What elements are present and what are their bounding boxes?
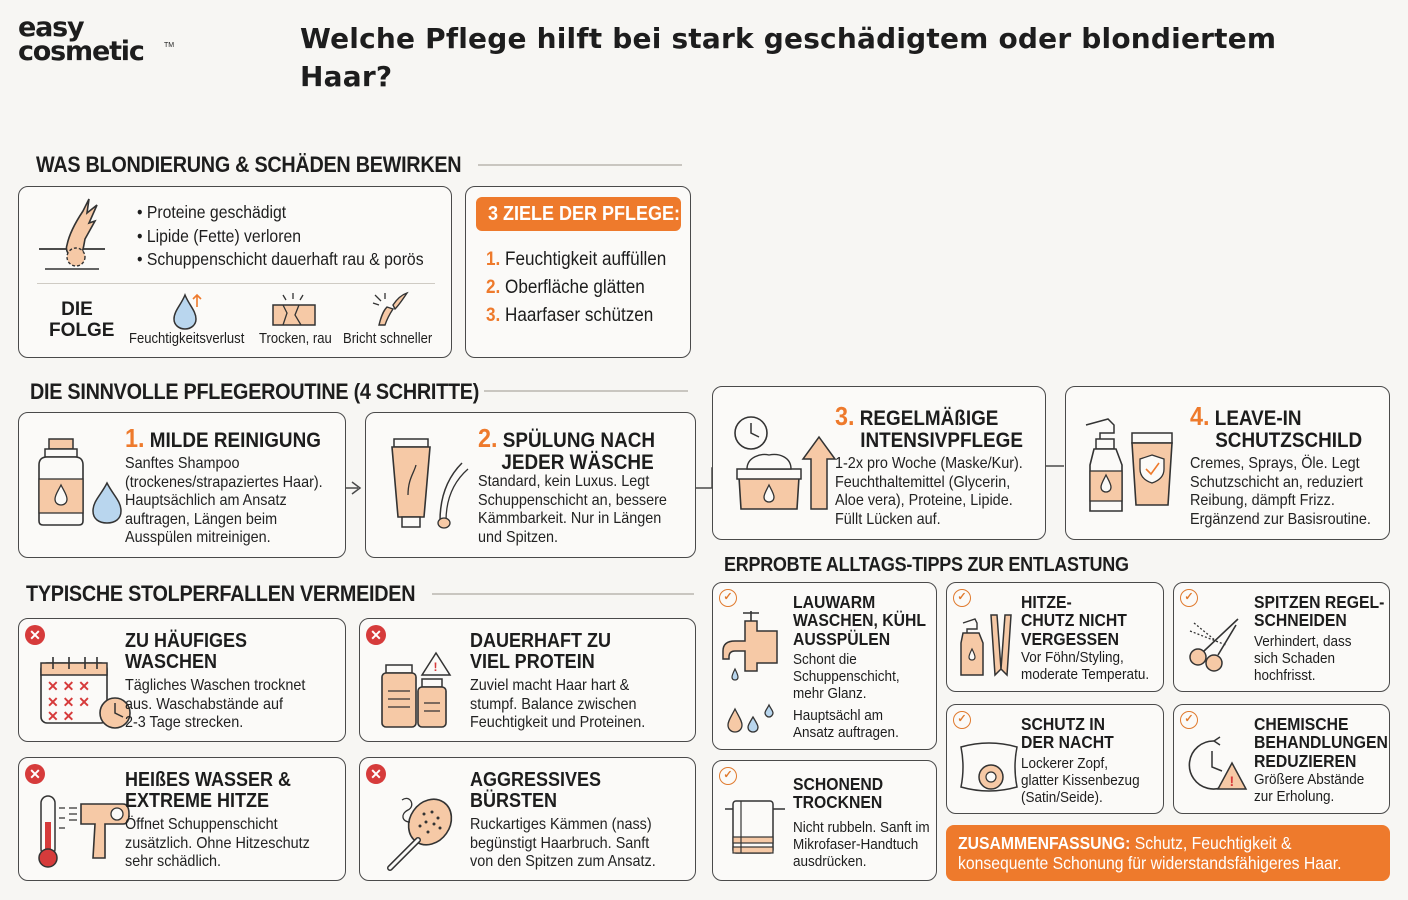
consequence-label-line-2: FOLGE	[49, 320, 115, 341]
shampoo-bottle-icon	[35, 435, 127, 527]
tip-line: Vor Föhn/Styling,	[1021, 649, 1124, 666]
pitfall-title	[125, 631, 247, 673]
pitfall-description	[125, 816, 310, 872]
step-line: Kämmbarkeit. Nur in Längen	[478, 510, 662, 527]
tip-title-line: VERGESSEN	[1021, 628, 1120, 649]
tip-line: Nicht rubbeln. Sanft im	[793, 819, 930, 836]
step-line: Aloe vera), Proteine, Lipide.	[835, 492, 1013, 509]
pitfall-title-line: EXTREME HITZE	[125, 790, 270, 812]
tip-line: moderate Temperatu.	[1021, 666, 1150, 683]
step-title-text: SCHUTZSCHILD	[1215, 429, 1363, 453]
tip-title-line: LAUWARM	[793, 592, 876, 612]
goal-number: 3.	[486, 305, 501, 326]
tip-title-line: CHEMISCHE	[1254, 714, 1349, 734]
tip-line: Verhindert, dass	[1254, 633, 1352, 650]
step-number: 1.	[125, 423, 145, 453]
tip-title-line: SCHNEIDEN	[1254, 610, 1347, 631]
tip-title	[1021, 593, 1127, 648]
effect-label: Bricht schneller	[343, 331, 433, 347]
protein-bottles-icon	[380, 651, 452, 731]
step-title-text: SPÜLUNG NACH	[502, 429, 656, 452]
step-line: Cremes, Sprays, Öle. Legt	[1190, 455, 1360, 472]
summary-text-line-1: Schutz, Feuchtigkeit &	[1130, 833, 1292, 853]
tip-title-line: REDUZIEREN	[1254, 750, 1357, 771]
step-description	[835, 455, 1023, 529]
tip-title-line: CHUTZ NICHT	[1021, 610, 1127, 631]
goal-number: 1.	[486, 249, 501, 270]
pitfalls-heading: TYPISCHE STOLPERFALLEN VERMEIDEN	[26, 581, 416, 606]
tip-line: Schont die	[793, 651, 857, 668]
step-line: (trockenes/strapaziertes Haar).	[125, 473, 323, 491]
routine-heading: DIE SINNVOLLE PFLEGEROUTINE (4 SCHRITTE)	[30, 379, 480, 404]
pitfall-line: begünstigt Haarbruch. Sanft	[470, 834, 650, 852]
tip-card	[1173, 704, 1390, 814]
pitfall-title-line: WASCHEN	[125, 651, 218, 673]
pitfall-title-line: HEIßES WASSER &	[125, 769, 292, 791]
tip-line: glatter Kissenbezug	[1021, 772, 1140, 789]
step-line: Hauptsächlich am Ansatz	[125, 492, 287, 509]
tip-title	[1021, 715, 1114, 752]
check-icon: ✓	[1180, 711, 1198, 729]
step-title	[1190, 403, 1362, 452]
check-icon: ✓	[1180, 589, 1198, 607]
pitfall-title-line: DAUERHAFT ZU	[470, 630, 611, 652]
conditioner-tube-icon	[384, 435, 474, 535]
pitfall-card	[359, 757, 696, 881]
check-icon: ✓	[719, 767, 737, 785]
pitfall-title	[470, 631, 611, 673]
step-line: und Spitzen.	[478, 528, 559, 546]
svg-text:✕ ✕ ✕: ✕ ✕ ✕	[47, 678, 90, 694]
hair-dryer-icon	[33, 788, 133, 870]
pitfall-description	[125, 677, 305, 733]
pitfall-title-line: ZU HÄUFIGES	[125, 630, 248, 652]
goal-text: Haarfaser schützen	[505, 305, 654, 326]
towel-icon	[723, 797, 789, 857]
step-title-text: LEAVE-IN	[1214, 407, 1302, 430]
step-line: Reibung, dämpft Frizz.	[1190, 492, 1335, 509]
tip-title-line: SCHONEND	[793, 774, 884, 794]
effect-label: Feuchtigkeitsverlust	[129, 331, 245, 347]
summary-text-line-2: konsequente Schonung für widerstandsfähigeres Haar.	[958, 853, 1342, 873]
goals-heading: 3 ZIELE DER PFLEGE:	[488, 203, 681, 225]
error-icon: ✕	[366, 625, 386, 645]
step-line: 1-2x pro Woche (Maske/Kur).	[835, 455, 1023, 472]
tip-description	[1254, 771, 1364, 805]
pitfall-line: Feuchtigkeit und Proteinen.	[470, 714, 646, 731]
step-line: Ergänzend zur Basisroutine.	[1190, 510, 1371, 528]
goal-text: Oberfläche glätten	[505, 277, 645, 298]
tip-title	[1254, 593, 1384, 630]
check-icon: ✓	[953, 589, 971, 607]
step-title	[125, 425, 321, 452]
routine-step-2	[365, 412, 696, 558]
step-title	[835, 403, 1023, 452]
routine-step-3	[712, 386, 1046, 540]
tip-line: Größere Abstände	[1254, 771, 1365, 788]
pitfall-line: Öffnet Schuppenschicht	[125, 816, 278, 833]
effect-label: Trocken, rau	[259, 331, 332, 347]
tip-line: (Satin/Seide).	[1021, 789, 1103, 806]
step-number: 4.	[1190, 401, 1210, 431]
brush-icon	[382, 792, 462, 872]
pitfall-line: von den Spitzen zum Ansatz.	[470, 853, 656, 870]
tip-title-line: DER NACHT	[1021, 732, 1114, 753]
tip-title-line: TROCKNEN	[793, 792, 883, 813]
step-title	[478, 425, 655, 474]
pitfall-title	[125, 770, 291, 812]
pitfall-description	[470, 816, 656, 872]
tip-description	[793, 651, 900, 702]
tip-title	[1254, 715, 1388, 770]
spray-bottle-icon	[1082, 411, 1182, 515]
tip-title-line: WASCHEN, KÜHL	[793, 610, 927, 631]
tip-extra	[793, 707, 899, 741]
calendar-icon	[39, 655, 133, 731]
pitfall-title-line: BÜRSTEN	[470, 790, 558, 812]
step-line: Standard, kein Luxus. Legt	[478, 473, 650, 490]
pitfall-card	[18, 757, 346, 881]
tip-line: Schuppenschicht,	[793, 668, 900, 685]
mask-jar-icon	[733, 413, 843, 513]
svg-text:!: !	[433, 660, 438, 674]
tip-description	[1254, 633, 1352, 684]
pitfall-line: stumpf. Balance zwischen	[470, 695, 637, 713]
step-description	[125, 455, 323, 548]
tip-title	[793, 593, 926, 648]
tip-line: Mikrofaser-Handtuch	[793, 836, 919, 853]
page-title-line-2: Haar?	[300, 60, 393, 93]
clock-warning-icon	[1184, 735, 1248, 795]
pitfall-line: Ruckartiges Kämmen (nass)	[470, 816, 652, 833]
tip-line: hochfrisst.	[1254, 667, 1316, 684]
step-title-text: MILDE REINIGUNG	[149, 429, 321, 452]
pitfall-description	[470, 677, 645, 733]
faucet-icon	[721, 607, 785, 743]
check-icon: ✓	[719, 589, 737, 607]
error-icon: ✕	[25, 764, 45, 784]
goal-number: 2.	[486, 277, 501, 298]
step-description	[478, 473, 667, 547]
tip-title	[793, 775, 883, 812]
brand-tm: TM	[164, 42, 175, 49]
pillow-icon	[957, 737, 1021, 797]
damage-bullet: • Proteine geschädigt	[137, 202, 287, 222]
step-line: Feuchthaltemittel (Glycerin,	[835, 473, 1011, 491]
tip-description	[1021, 649, 1149, 683]
tip-card	[946, 582, 1164, 692]
pitfall-title-line: VIEL PROTEIN	[470, 651, 595, 673]
tips-heading: ERPROBTE ALLTAGS-TIPPS ZUR ENTLASTUNG	[724, 554, 1129, 576]
step-line: auftragen, Längen beim	[125, 510, 278, 528]
svg-text:!: !	[1229, 773, 1235, 789]
step-number: 3.	[835, 401, 855, 431]
svg-text:✕ ✕ ✕: ✕ ✕ ✕	[47, 694, 90, 710]
step-number: 2.	[478, 423, 498, 453]
damage-bullet: • Lipide (Fette) verloren	[137, 225, 301, 246]
tip-title-line: AUSSPÜLEN	[793, 628, 891, 649]
tip-line: ausdrücken.	[793, 853, 867, 870]
check-icon: ✓	[953, 711, 971, 729]
brand-line-1: easy	[18, 12, 84, 43]
tip-card	[946, 704, 1164, 814]
tip-description	[793, 819, 930, 870]
pitfalls-heading-rule	[432, 593, 694, 595]
pitfall-title	[470, 770, 601, 812]
scissors-icon	[1186, 611, 1246, 671]
pitfall-card	[18, 618, 346, 742]
svg-text:✕ ✕: ✕ ✕	[47, 708, 75, 724]
step-title-text: JEDER WÄSCHE	[501, 451, 654, 475]
tip-line: mehr Glanz.	[793, 685, 867, 702]
tip-title-line: HITZE-	[1021, 592, 1072, 612]
pitfall-line: sehr schädlich.	[125, 853, 222, 870]
step-line: Ausspülen mitreinigen.	[125, 529, 271, 546]
tip-title-line: SCHUTZ IN	[1021, 714, 1105, 734]
straightener-icon	[957, 609, 1017, 679]
step-title-text: REGELMÄßIGE	[859, 407, 999, 430]
brand-line-2: cosmetic	[18, 36, 144, 67]
step-title-text: INTENSIVPFLEGE	[860, 429, 1023, 453]
goal-text: Feuchtigkeit auffüllen	[505, 249, 667, 270]
pitfall-line: aus. Waschabstände auf	[125, 695, 283, 713]
tip-line: sich Schaden	[1254, 650, 1336, 667]
error-icon: ✕	[366, 764, 386, 784]
tip-line: Ansatz auftragen.	[793, 724, 899, 741]
error-icon: ✕	[25, 625, 45, 645]
pitfall-line: zusätzlich. Ohne Hitzeschutz	[125, 834, 310, 852]
pitfall-line: Tägliches Waschen trocknet	[125, 677, 306, 694]
step-line: Schuppenschicht an, bessere	[478, 491, 667, 509]
step-line: Füllt Lücken auf.	[835, 510, 941, 528]
tip-card	[712, 760, 937, 881]
tip-description	[1021, 755, 1140, 806]
summary-text	[958, 833, 1342, 873]
damage-bullet: • Schuppenschicht dauerhaft rau & porös	[137, 249, 424, 269]
routine-step-1	[18, 412, 346, 558]
tip-title-line: SPITZEN REGEL-	[1254, 592, 1385, 612]
pitfall-card	[359, 618, 696, 742]
damage-heading: WAS BLONDIERUNG & SCHÄDEN BEWIRKEN	[36, 152, 462, 177]
pitfall-line: 2-3 Tage strecken.	[125, 714, 244, 731]
page-title-line-1: Welche Pflege hilft bei stark geschädigtem oder blondiertem	[300, 22, 1277, 55]
summary-banner	[946, 825, 1390, 881]
routine-step-4	[1065, 386, 1390, 540]
step-line: Schutzschicht an, reduziert	[1190, 473, 1363, 491]
summary-label: ZUSAMMENFASSUNG:	[958, 833, 1131, 853]
step-line: Sanftes Shampoo	[125, 455, 240, 472]
step-description	[1190, 455, 1371, 529]
pitfall-title-line: AGGRESSIVES	[470, 769, 602, 791]
consequence-label-line-1: DIE	[61, 299, 93, 320]
pitfall-line: Zuviel macht Haar hart &	[470, 677, 630, 694]
tip-line: zur Erholung.	[1254, 788, 1335, 805]
tip-title-line: BEHANDLUNGEN	[1254, 732, 1388, 753]
tip-line: Hauptsächl am	[793, 707, 884, 724]
tip-card	[712, 582, 937, 750]
tip-card	[1173, 582, 1390, 692]
tip-line: Lockerer Zopf,	[1021, 755, 1109, 772]
